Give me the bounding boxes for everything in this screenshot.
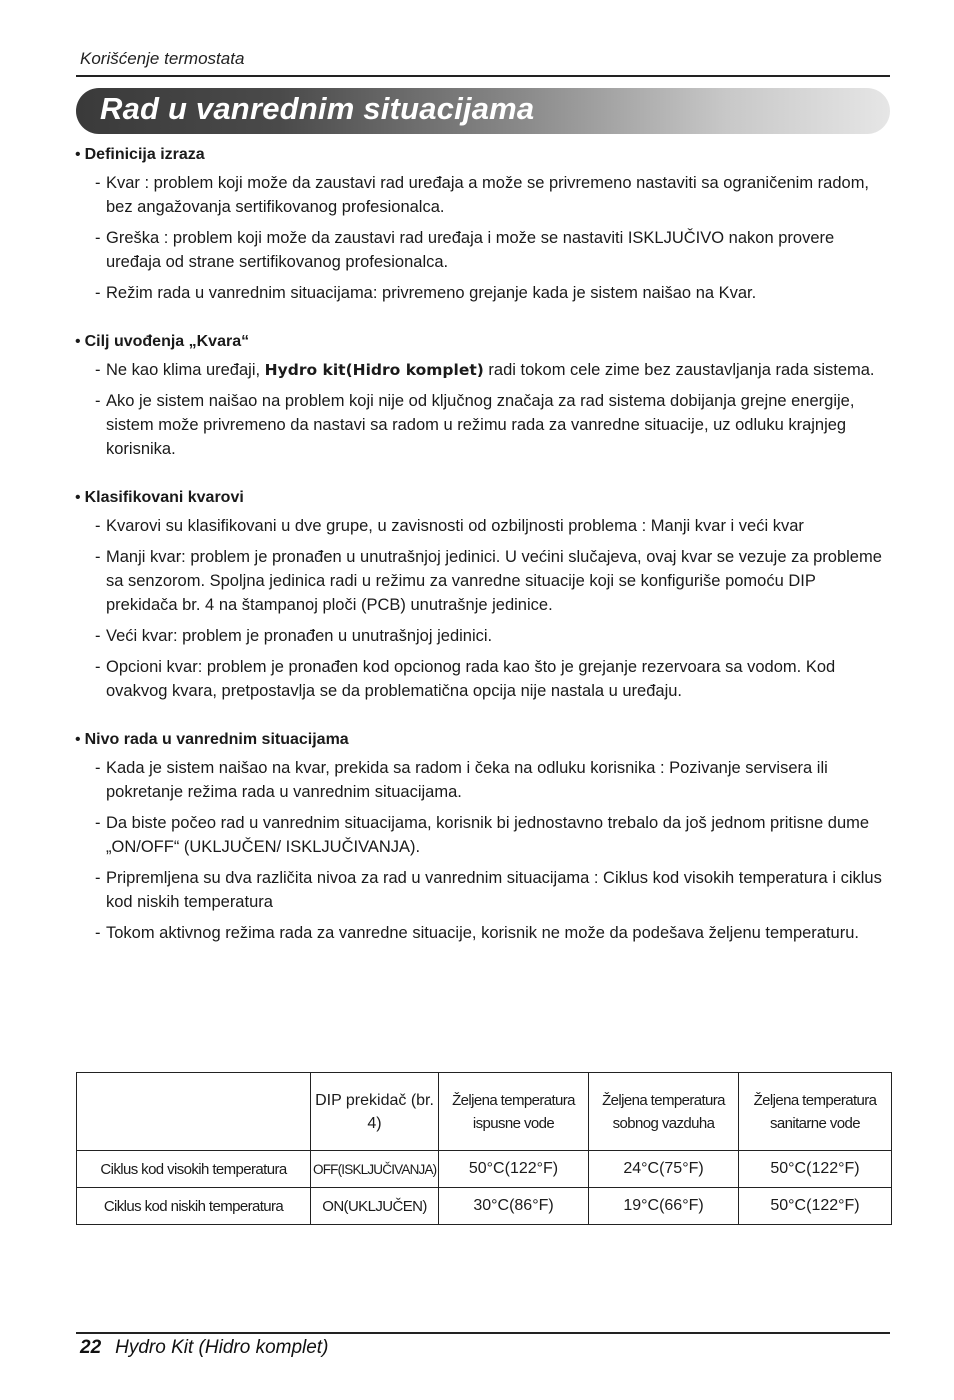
list-item: - Da biste počeo rad u vanrednim situacijama, korisnik bi jednostavno trebalo da još jednom pritisne dume „ON/OFF“ (UKLJUČEN/ ISKLJUČIVANJA). — [95, 814, 870, 856]
section-heading-text: Klasifikovani kvarovi — [84, 489, 244, 506]
list-item: - Kvarovi su klasifikovani u dve grupe, u zavisnosti od ozbiljnosti problema : Manji kvar i veći kvar — [95, 517, 804, 535]
section-title-bar — [76, 88, 890, 134]
section-heading-text: Nivo rada u vanrednim situacijama — [84, 731, 349, 748]
table-cell: 50°C(122°F) — [439, 1151, 589, 1188]
list-item-text: Kvarovi su klasifikovani u dve grupe, u zavisnosti od ozbiljnosti problema : Manji kvar i veći kvar — [106, 517, 804, 535]
table-cell: 50°C(122°F) — [739, 1151, 892, 1188]
table-cell: 30°C(86°F) — [439, 1188, 589, 1225]
section-emergency-level — [75, 728, 895, 945]
list-item: - Režim rada u vanrednim situacijama: privremeno grejanje kada je sistem naišao na Kvar. — [95, 284, 757, 302]
table-cell: OFF(ISKLJUČIVANJA) — [311, 1151, 439, 1188]
bullet: • — [75, 731, 81, 748]
bullet: • — [75, 489, 81, 506]
table-cell: Ciklus kod niskih temperatura — [77, 1188, 311, 1225]
section-heading — [75, 143, 895, 167]
list-item-text: Kada je sistem naišao na kvar, prekida sa radom i čeka na odluku korisnika : Pozivanje servisera ili pokretanje režima rada u vanrednim situacijama. — [106, 759, 828, 801]
table-header-row — [77, 1073, 892, 1151]
table-header-cell: Željena temperatura sobnog vazduha — [589, 1073, 739, 1151]
list-item: - Pripremljena su dva različita nivoa za rad u vanrednim situacijama : Ciklus kod visokih temperatura i ciklus kod niskih temperatura — [95, 869, 882, 911]
table-header-cell: DIP prekidač (br. 4) — [311, 1073, 439, 1151]
section-heading-text: Definicija izraza — [84, 146, 205, 163]
list-item: - Veći kvar: problem je pronađen u unutrašnjoj jedinici. — [95, 627, 493, 645]
list-item-text: Greška : problem koji može da zaustavi rad uređaja i može se nastaviti ISKLJUČIVO nakon provere uređaja od strane sertifikovanog profesionalca. — [106, 229, 835, 271]
temperature-table — [76, 1072, 892, 1225]
footer-rule — [76, 1332, 890, 1334]
section-heading — [75, 330, 895, 354]
table-header-cell — [77, 1073, 311, 1151]
list-item: - Kvar : problem koji može da zaustavi rad uređaja a može se privremeno nastaviti sa ograničenim radom, bez angažovanja sertifikovanog profesionalca. — [95, 174, 870, 216]
table-cell: ON(UKLJUČEN) — [311, 1188, 439, 1225]
list-item: - Kada je sistem naišao na kvar, prekida sa radom i čeka na odluku korisnika : Pozivanje servisera ili pokretanje režima rada u vanrednim situacijama. — [95, 759, 828, 801]
list-item-text: Režim rada u vanrednim situacijama: privremeno grejanje kada je sistem naišao na Kvar. — [106, 284, 757, 302]
section-classified-faults — [75, 486, 895, 703]
list-item: - Ne kao klima uređaji, Hydro kit(Hidro komplet) radi tokom cele zime bez zaustavljanja rada sistema. — [95, 361, 875, 379]
list-item: - Opcioni kvar: problem je pronađen kod opcionog rada kao što je grejanje rezervoara sa vodom. Kod ovakvog kvara, pretpostavlja se da problematična opcija nije nastala u uređaju. — [95, 658, 836, 700]
table-cell: Ciklus kod visokih temperatura — [77, 1151, 311, 1188]
list-item-text: Tokom aktivnog režima rada za vanredne situacije, korisnik ne može da podešava željenu temperaturu. — [106, 924, 859, 942]
page-number: 22 — [80, 1337, 102, 1358]
table-cell: 50°C(122°F) — [739, 1188, 892, 1225]
section-heading — [75, 486, 895, 510]
list-item: - Ako je sistem naišao na problem koji nije od ključnog značaja za rad sistema dobijanja grejne energije, sistem može privremeno da nastavi sa radom u režimu rada za vanredne situacije, uz odluku krajnjeg korisnika. — [95, 392, 855, 458]
content — [75, 143, 895, 952]
table-row — [77, 1151, 892, 1188]
table-header-cell: Željena temperatura sanitarne vode — [739, 1073, 892, 1151]
table-cell: 24°C(75°F) — [589, 1151, 739, 1188]
section-heading-text: Cilj uvođenja „Kvara“ — [84, 333, 250, 350]
list-item: - Tokom aktivnog režima rada za vanredne situacije, korisnik ne može da podešava željenu temperaturu. — [95, 924, 859, 942]
list-item-text: Manji kvar: problem je pronađen u unutrašnjoj jedinici. U većini slučajeva, ovaj kvar se vezuje za probleme sa senzorom. Spoljna jedinica radi u režimu za vanredne situacije koji se konfiguriše pomoću DIP prekidača br. 4 na štampanoj ploči (PCB) unutrašnje jedinice. — [106, 548, 882, 614]
list-item-text: Ako je sistem naišao na problem koji nije od ključnog značaja za rad sistema dobijanja grejne energije, sistem može privremeno da nastavi sa radom u režimu rada za vanredne situacije, uz odluku krajnjeg korisnika. — [106, 392, 855, 458]
table-row — [77, 1188, 892, 1225]
list-item: - Greška : problem koji može da zaustavi rad uređaja i može se nastaviti ISKLJUČIVO nakon provere uređaja od strane sertifikovanog profesionalca. — [95, 229, 835, 271]
list-item-text: Veći kvar: problem je pronađen u unutrašnjoj jedinici. — [106, 627, 493, 645]
list-item-text: Pripremljena su dva različita nivoa za rad u vanrednim situacijama : Ciklus kod visokih temperatura i ciklus kod niskih temperatura — [106, 869, 882, 911]
section-heading — [75, 728, 895, 752]
header-rule — [76, 75, 890, 77]
footer — [80, 1337, 328, 1359]
list-item-text: Ne kao klima uređaji, — [106, 361, 261, 379]
table-header-cell: Željena temperatura ispusne vode — [439, 1073, 589, 1151]
page-title: Rad u vanrednim situacijama — [100, 91, 535, 126]
bullet: • — [75, 146, 81, 163]
list-item: - Manji kvar: problem je pronađen u unutrašnjoj jedinici. U većini slučajeva, ovaj kvar se vezuje za probleme sa senzorom. Spoljna jedinica radi u režimu za vanredne situacije koji se konfiguriše pomoću DIP prekidača br. 4 na štampanoj ploči (PCB) unutrašnje jedinice. — [95, 548, 882, 614]
bullet: • — [75, 333, 81, 350]
footer-title: Hydro Kit (Hidro komplet) — [115, 1337, 329, 1358]
section-definitions — [75, 143, 895, 305]
list-item-text: Kvar : problem koji može da zaustavi rad uređaja a može se privremeno nastaviti sa ograničenim radom, bez angažovanja sertifikovanog profesionalca. — [106, 174, 870, 216]
list-item-text: radi tokom cele zime bez zaustavljanja rada sistema. — [488, 361, 875, 379]
list-item-text: Opcioni kvar: problem je pronađen kod opcionog rada kao što je grejanje rezervoara sa vodom. Kod ovakvog kvara, pretpostavlja se da problematična opcija nije nastala u uređaju. — [106, 658, 836, 700]
running-header: Korišćenje termostata — [80, 49, 245, 68]
table-cell: 19°C(66°F) — [589, 1188, 739, 1225]
product-name: Hydro kit(Hidro komplet) — [264, 361, 484, 379]
list-item-text: Da biste počeo rad u vanrednim situacijama, korisnik bi jednostavno trebalo da još jednom pritisne dume „ON/OFF“ (UKLJUČEN/ ISKLJUČIVANJA). — [106, 814, 870, 856]
section-purpose — [75, 330, 895, 461]
